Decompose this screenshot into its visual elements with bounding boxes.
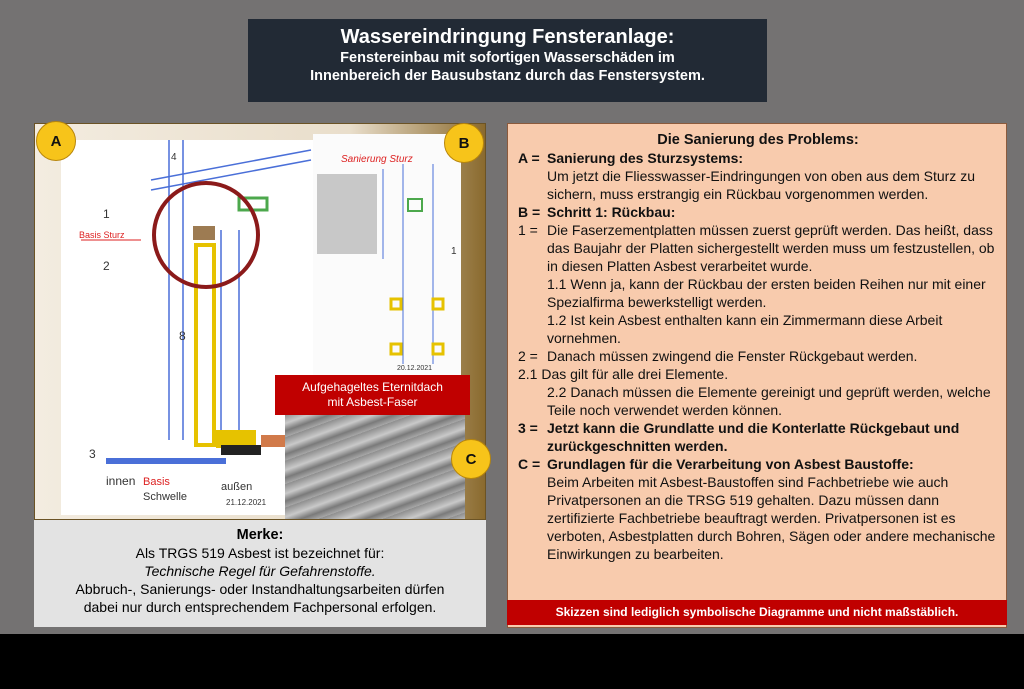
page-title: Wassereindringung Fensteranlage: xyxy=(340,26,675,48)
section-a-key: A = xyxy=(518,150,540,166)
sketch-number: 3 xyxy=(89,447,96,461)
section-c xyxy=(518,455,998,473)
sketch-number: 8 xyxy=(179,329,186,343)
step-1-1: 1.1 Wenn ja, kann der Rückbau der ersten beiden Reihen nur mit einer Spezialfirma bewerkstelligt werden. xyxy=(547,276,986,310)
step-1-key: 1 = xyxy=(518,222,538,238)
merke-line4: dabei nur durch entsprechendem Fachpersonal erfolgen. xyxy=(83,599,437,615)
section-b-key: B = xyxy=(518,204,541,220)
base-line xyxy=(106,458,226,464)
step-3-key: 3 = xyxy=(518,420,538,436)
merke-line2: Technische Regel für Gefahrenstoffe. xyxy=(144,563,376,579)
merke-box xyxy=(34,520,486,627)
sanierung-heading: Die Sanierung des Problems: xyxy=(657,132,859,148)
yellow-profile xyxy=(433,344,443,354)
merke-line3: Abbruch-, Sanierungs- oder Instandhaltungsarbeiten dürfen xyxy=(75,581,445,597)
hatched-area xyxy=(317,174,377,254)
page-subtitle-line1: Fenstereinbau mit sofortigen Wasserschäden im xyxy=(340,50,675,66)
section-b xyxy=(518,203,998,221)
roof-caption xyxy=(275,375,470,415)
section-c-text: Beim Arbeiten mit Asbest-Baustoffen sind Fachbetriebe wie auch Privatpersonen an die TRSG 519 gehalten. Dazu müssen dann zertifizierte Fachbetriebe beauftragt werden. Privatpersonen ist es verboten, Asbestplatten durch Bohren, Sägen oder andere mechanische Einwirkungen zu bearbeiten. xyxy=(547,474,996,562)
merke-line1: Als TRGS 519 Asbest ist bezeichnet für: xyxy=(135,545,385,561)
label-basis: Basis xyxy=(143,476,170,488)
sketch-number: 1 xyxy=(103,207,110,221)
sanierung-panel xyxy=(507,123,1007,628)
sketch-b xyxy=(313,134,461,379)
label-schwelle: Schwelle xyxy=(143,491,188,503)
step-1-2: 1.2 Ist kein Asbest enthalten kann ein Zimmermann diese Arbeit vornehmen. xyxy=(547,312,943,346)
roof-caption-line1: Aufgehageltes Eternitdach xyxy=(302,380,443,394)
label-innen: innen xyxy=(106,474,136,488)
yellow-profile xyxy=(391,344,401,354)
roof-caption-line2: mit Asbest-Faser xyxy=(327,395,418,409)
sketch-b-title: Sanierung Sturz xyxy=(341,154,413,165)
merke-title: Merke: xyxy=(236,527,284,543)
bottom-band xyxy=(0,634,1024,689)
label-aussen: außen xyxy=(221,481,253,493)
badge-c: C xyxy=(451,439,491,479)
yellow-profile xyxy=(196,245,214,445)
step-2-1: 2.1 Das gilt für alle drei Elemente. xyxy=(518,366,729,382)
badge-b: B xyxy=(444,123,484,163)
yellow-profile xyxy=(433,299,443,309)
yellow-profile xyxy=(391,299,401,309)
image-panel xyxy=(34,123,486,520)
sketch-signature: 20.12.2021 xyxy=(397,365,433,372)
section-a-text: Um jetzt die Fliesswasser-Eindringungen von oben aus dem Sturz zu sichern, muss erstrangig ein Rückbau vorgenommen werden. xyxy=(547,168,975,202)
step-1-text: Die Faserzementplatten müssen zuerst geprüft werden. Das heißt, dass das Baujahr der Platten sichergestellt werden muss um festzustellen, ob in diesen Platten Asbest verarbeitet wurde. xyxy=(547,222,995,274)
footer-note: Skizzen sind lediglich symbolische Diagramme und nicht maßstäblich. xyxy=(507,600,1007,625)
sketch-b-drawing xyxy=(313,134,461,379)
sketch-number: 4 xyxy=(171,152,177,163)
step-2 xyxy=(518,347,998,365)
step-3 xyxy=(518,419,998,455)
eternit-roof-photo xyxy=(285,414,465,519)
step-3-text: Jetzt kann die Grundlatte und die Konterlatte Rückgebaut und zurückgeschnitten werden. xyxy=(547,420,960,454)
sketch-number: 2 xyxy=(103,259,110,273)
step-1 xyxy=(518,221,998,275)
sill-seal xyxy=(221,445,261,455)
section-c-key: C = xyxy=(518,456,541,472)
label-basis-sturz: Basis Sturz xyxy=(79,230,125,240)
section-a-title: Sanierung des Sturzsystems: xyxy=(547,150,744,166)
hatched-block xyxy=(193,226,215,240)
title-banner xyxy=(248,19,767,102)
step-2-key: 2 = xyxy=(518,348,538,364)
step-2-text: Danach müssen zwingend die Fenster Rückgebaut werden. xyxy=(547,348,918,364)
step-2-2: 2.2 Danach müssen die Elemente gereinigt und geprüft werden, welche Teile noch verwendet werden können. xyxy=(547,384,991,418)
sketch-number: 1 xyxy=(451,246,457,257)
section-a xyxy=(518,149,998,167)
sketch-signature: 21.12.2021 xyxy=(226,498,267,507)
green-profile xyxy=(408,199,422,211)
section-b-title: Schritt 1: Rückbau: xyxy=(547,204,676,220)
section-c-title: Grundlagen für die Verarbeitung von Asbest Baustoffe: xyxy=(547,456,914,472)
badge-a: A xyxy=(36,121,76,161)
page-subtitle-line2: Innenbereich der Bausubstanz durch das Fenstersystem. xyxy=(310,68,705,84)
